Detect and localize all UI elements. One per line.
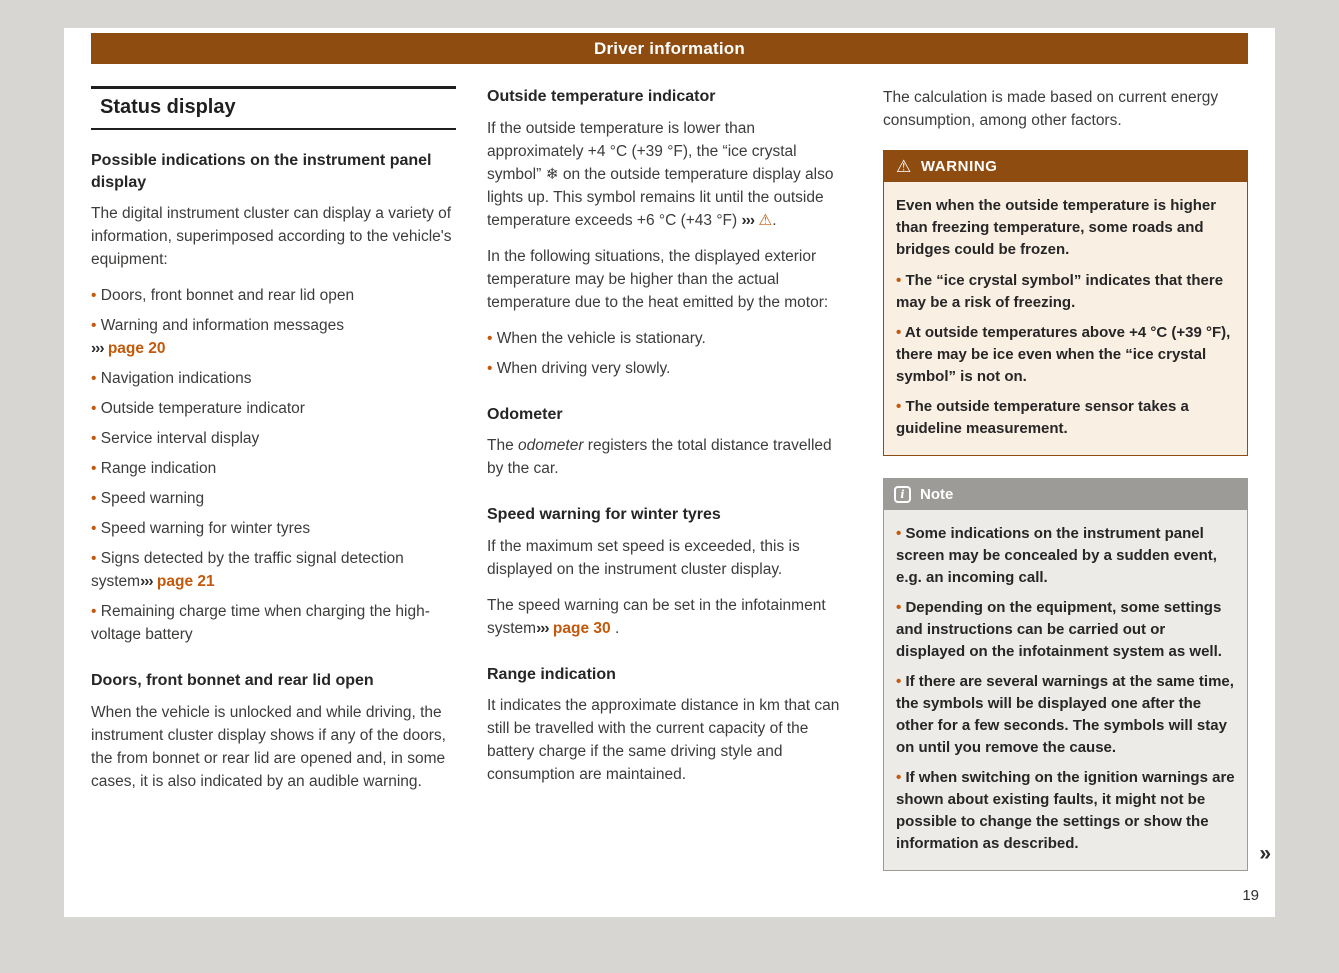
list-item-text: Signs detected by the traffic signal detection system	[91, 550, 404, 591]
bullet-icon: •	[896, 324, 902, 341]
note-item	[896, 523, 1235, 589]
paragraph-odometer	[487, 434, 852, 480]
heading-outside-temperature: Outside temperature indicator	[487, 88, 716, 105]
note-item	[896, 671, 1235, 759]
cross-reference	[91, 337, 456, 360]
bullet-icon: •	[91, 430, 97, 448]
list-item-text: Remaining charge time when charging the high-voltage battery	[91, 603, 430, 644]
list-item	[91, 517, 456, 540]
warning-lead-text: Even when the outside temperature is higher than freezing temperature, some roads and bridges could be frozen.	[896, 197, 1217, 258]
note-item-text: Depending on the equipment, some settings and instructions can be carried out or displayed on the infotainment system as well.	[896, 599, 1222, 660]
heading-possible-indications: Possible indications on the instrument panel display	[91, 152, 432, 191]
bullet-icon: •	[896, 398, 902, 415]
list-item-text: When the vehicle is stationary.	[496, 329, 706, 347]
ref-arrows-icon: ›››	[91, 340, 104, 358]
heading-doors-bonnet-lid: Doors, front bonnet and rear lid open	[91, 672, 374, 690]
note-item	[896, 597, 1235, 663]
bullet-icon: •	[896, 525, 902, 542]
ref-arrows-icon: ›››	[536, 619, 549, 637]
list-item-text: Range indication	[100, 460, 217, 478]
bullet-icon: •	[91, 370, 97, 388]
bullet-icon: •	[91, 460, 97, 478]
warning-triangle-icon[interactable]: ⚠	[758, 211, 773, 229]
list-item	[487, 327, 852, 350]
list-item-text: Speed warning	[100, 490, 205, 508]
warning-item	[896, 322, 1235, 388]
list-item	[487, 357, 852, 380]
note-box-title: Note	[920, 486, 954, 503]
indications-list	[91, 284, 456, 646]
section-title: Status display	[91, 86, 456, 130]
warning-item	[896, 270, 1235, 314]
warning-item	[896, 396, 1235, 440]
bullet-icon: •	[896, 769, 902, 786]
info-icon: i	[894, 486, 911, 503]
bullet-icon: •	[896, 599, 902, 616]
warning-item-text: The “ice crystal symbol” indicates that there may be a risk of freezing.	[896, 272, 1224, 311]
note-item-text: If when switching on the ignition warnings are shown about existing faults, it might not be possible to change the settings or show the information as described.	[896, 769, 1235, 852]
list-item	[91, 284, 456, 307]
warning-box-body	[884, 182, 1247, 455]
right-column	[883, 86, 1271, 871]
bullet-icon: •	[896, 673, 902, 690]
bullet-icon: •	[91, 400, 97, 418]
page-link[interactable]: page 30	[552, 619, 611, 637]
manual-page	[64, 28, 1275, 917]
warning-item-text: The outside temperature sensor takes a guideline measurement.	[896, 398, 1189, 437]
list-item	[91, 397, 456, 420]
list-item-text: Navigation indications	[100, 370, 252, 388]
bullet-icon: •	[91, 520, 97, 538]
bullet-icon: •	[487, 359, 493, 377]
list-item	[91, 314, 456, 360]
situations-list	[487, 327, 852, 380]
note-box	[883, 478, 1271, 871]
text: The	[487, 437, 519, 455]
heading-odometer: Odometer	[487, 405, 563, 423]
bullet-icon: •	[91, 287, 97, 305]
list-item-text: Service interval display	[100, 430, 260, 448]
paragraph-speed-warning-setting	[487, 594, 852, 640]
snowflake-icon: ❄	[545, 165, 559, 183]
paragraph-speed-warning: If the maximum set speed is exceeded, this is displayed on the instrument cluster display.	[487, 537, 800, 578]
note-item-text: If there are several warnings at the same time, the symbols will be displayed one after the other for a few seconds. The symbols will stay on until you remove the cause.	[896, 673, 1234, 756]
note-box-header	[884, 479, 1247, 510]
paragraph-displayed-temperature: In the following situations, the displayed exterior temperature may be higher than the actual temperature due to the heat emitted by the motor:	[487, 247, 829, 311]
paragraph-doors: When the vehicle is unlocked and while driving, the instrument cluster display shows if any of the doors, the from bonnet or rear lid are opened and, in some cases, it is also indicated by an audible warning.	[91, 703, 446, 790]
list-item	[91, 427, 456, 450]
left-column	[91, 86, 456, 871]
text: registers the total distance travelled by the car.	[487, 437, 832, 478]
chapter-title: Driver information	[594, 38, 745, 58]
list-item	[91, 367, 456, 390]
note-box-body	[884, 510, 1247, 870]
paragraph-ice-crystal	[487, 117, 852, 232]
content-columns	[91, 86, 1271, 871]
text: If the outside temperature is lower than approximately +4 °C (+39 °F), the “ice crystal symbol”	[487, 119, 797, 183]
list-item-text: Outside temperature indicator	[100, 400, 305, 418]
list-item	[91, 547, 456, 593]
page-link[interactable]: page 20	[107, 340, 166, 358]
warning-box	[883, 150, 1248, 456]
note-item	[896, 767, 1235, 855]
warning-triangle-icon: ⚠	[896, 157, 912, 176]
middle-column	[487, 86, 852, 871]
chapter-header-bar	[91, 33, 1248, 64]
bullet-icon: •	[91, 490, 97, 508]
text: on the outside temperature display also lights up. This symbol remains lit until the outside temperature exceeds +6 °C (+43 °F)	[487, 165, 834, 229]
bullet-icon: •	[487, 329, 493, 347]
page-number: 19	[1242, 887, 1259, 904]
paragraph-calculation: The calculation is made based on current energy consumption, among other factors.	[883, 89, 1219, 129]
list-item-text: Doors, front bonnet and rear lid open	[100, 287, 355, 305]
list-item	[91, 487, 456, 510]
bullet-icon: •	[91, 603, 97, 621]
list-item	[91, 457, 456, 480]
warning-item-text: At outside temperatures above +4 °C (+39 °F), there may be ice even when the “ice crystal symbol” is not on.	[896, 324, 1231, 385]
warning-box-header	[884, 151, 1247, 182]
note-item-text: Some indications on the instrument panel screen may be concealed by a sudden event, e.g. an incoming call.	[896, 525, 1217, 586]
list-item-text: Warning and information messages	[100, 317, 344, 335]
bullet-icon: •	[896, 272, 902, 289]
ref-arrows-icon: ›››	[140, 573, 153, 591]
warning-box-title: WARNING	[920, 158, 998, 175]
heading-speed-warning-winter-tyres: Speed warning for winter tyres	[487, 506, 721, 524]
list-item-text: Speed warning for winter tyres	[100, 520, 311, 538]
paragraph-intro: The digital instrument cluster can display a variety of information, superimposed according to the vehicle's equipment:	[91, 205, 452, 269]
paragraph-range-indication: It indicates the approximate distance in km that can still be travelled with the current capacity of the battery charge if the same driving style and consumption are maintained.	[487, 697, 840, 784]
bullet-icon: •	[91, 550, 97, 568]
list-item	[91, 600, 456, 646]
continuation-mark: »	[1259, 842, 1271, 865]
heading-range-indication: Range indication	[487, 665, 616, 683]
page-link[interactable]: page 21	[156, 573, 215, 591]
text: The speed warning can be set in the infotainment system	[487, 596, 826, 637]
list-item-text: When driving very slowly.	[496, 359, 671, 377]
text: .	[772, 211, 777, 229]
text: .	[610, 619, 620, 637]
bullet-icon: •	[91, 317, 97, 335]
odometer-term: odometer	[518, 437, 584, 455]
ref-arrows-icon: ›››	[741, 211, 754, 229]
